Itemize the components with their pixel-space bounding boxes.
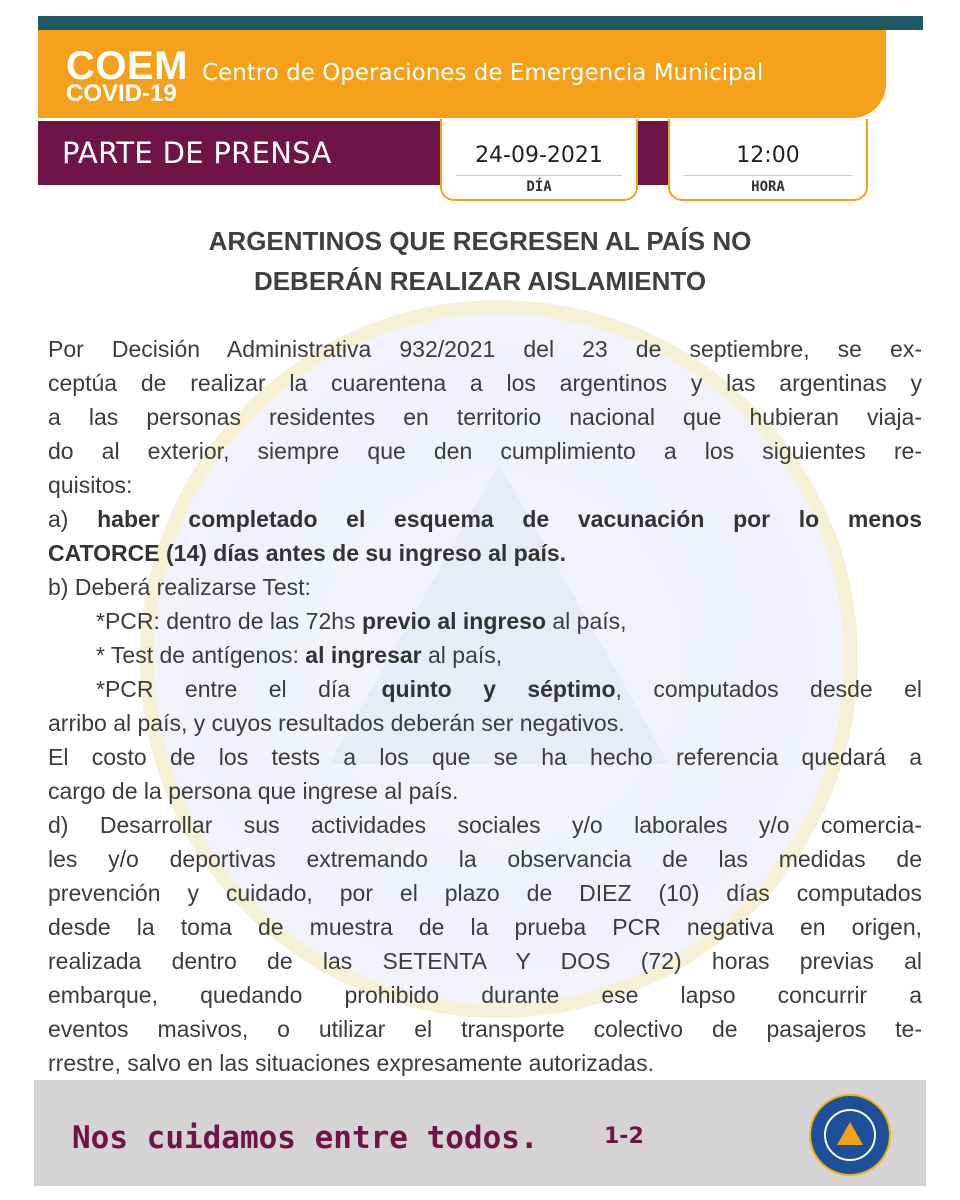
body-line: do al exterior, siempre que den cumplimiento a los siguientes re-	[48, 438, 922, 464]
slogan: Nos cuidamos entre todos.	[72, 1120, 539, 1156]
seal-triangle-icon	[837, 1122, 863, 1145]
requirement-b: b) Deberá realizarse Test:	[48, 574, 311, 600]
date-box	[440, 119, 638, 201]
civil-protection-seal-icon	[809, 1094, 891, 1176]
time-label: HORA	[751, 179, 785, 195]
body-line: ceptúa de realizar la cuarentena a los argentinos y las argentinas y	[48, 370, 922, 396]
body-line: Por Decisión Administrativa 932/2021 del 23 de septiembre, se ex-	[48, 336, 922, 362]
requirement-a-prefix: a)	[48, 506, 98, 532]
ant-end: al país,	[421, 642, 503, 668]
time-box	[668, 119, 868, 201]
requirement-d-line: rrestre, salvo en las situaciones expresamente autorizadas.	[48, 1050, 654, 1076]
headline-line-1: ARGENTINOS QUE REGRESEN AL PAÍS NO	[208, 226, 752, 256]
press-title: PARTE DE PRENSA	[62, 136, 332, 170]
cost-line: El costo de los tests a los que se ha hecho referencia quedará a	[48, 744, 922, 770]
pcr2-end: , computados desde el	[615, 676, 923, 702]
body-line: a las personas residentes en territorio nacional que hubieran viaja-	[48, 404, 922, 430]
requirement-d-line: eventos masivos, o utilizar el transporte colectivo de pasajeros te-	[48, 1016, 922, 1042]
header-banner	[38, 30, 886, 118]
cost-line: cargo de la persona que ingrese al país.	[48, 778, 459, 804]
time-divider	[684, 175, 852, 176]
logo-main-text: COEM	[66, 44, 188, 88]
requirement-d-line: embarque, quedando prohibido durante ese lapso concurrir a	[48, 982, 922, 1008]
article-body	[48, 332, 922, 1080]
ant-text: * Test de antígenos:	[96, 642, 306, 668]
requirement-a-cont	[48, 536, 922, 570]
pcr2-text: *PCR entre el día	[96, 676, 382, 702]
coem-logo	[66, 46, 188, 106]
date-value: 24-09-2021	[475, 143, 603, 168]
requirement-d-line: d) Desarrollar sus actividades sociales y/o laborales y/o comercia-	[48, 812, 922, 838]
organization-name: Centro de Operaciones de Emergencia Municipal	[202, 60, 764, 86]
date-label: DÍA	[526, 179, 552, 195]
logo-sub-text: COVID-19	[66, 80, 177, 107]
footer	[34, 1080, 926, 1186]
requirement-d-line: desde la toma de muestra de la prueba PCR negativa en origen,	[48, 914, 922, 940]
headline-line-2: DEBERÁN REALIZAR AISLAMIENTO	[253, 266, 707, 296]
requirement-a-bold-2: CATORCE (14) días antes de su ingreso al país.	[48, 540, 567, 566]
test-pcr-previo	[48, 604, 922, 638]
requirement-a	[48, 502, 922, 536]
pcr1-bold: previo al ingreso	[361, 608, 546, 634]
requirement-d-line: realizada dentro de las SETENTA Y DOS (72) horas previas al	[48, 948, 922, 974]
page-number: 1-2	[604, 1124, 644, 1149]
requirement-d-line: prevención y cuidado, por el plazo de DIEZ (10) días computados	[48, 880, 922, 906]
body-line: quisitos:	[48, 472, 133, 498]
pcr1-text: *PCR: dentro de las 72hs	[96, 608, 362, 634]
date-divider	[456, 175, 622, 176]
pcr2-bold: quinto y séptimo	[381, 676, 616, 702]
pcr1-end: al país,	[546, 608, 627, 634]
top-band	[38, 16, 923, 30]
seal-inner-ring	[824, 1109, 876, 1161]
test-pcr-arribo-cont: arribo al país, y cuyos resultados deberán ser negativos.	[48, 710, 625, 736]
requirement-a-bold: haber completado el esquema de vacunación por lo menos	[97, 506, 923, 532]
time-value: 12:00	[736, 143, 800, 168]
test-pcr-arribo	[48, 672, 922, 706]
ant-bold: al ingresar	[305, 642, 422, 668]
requirement-d-line: les y/o deportivas extremando la observancia de las medidas de	[48, 846, 922, 872]
press-bar-end	[640, 121, 670, 185]
test-antigenos	[48, 638, 922, 672]
headline	[60, 221, 900, 301]
